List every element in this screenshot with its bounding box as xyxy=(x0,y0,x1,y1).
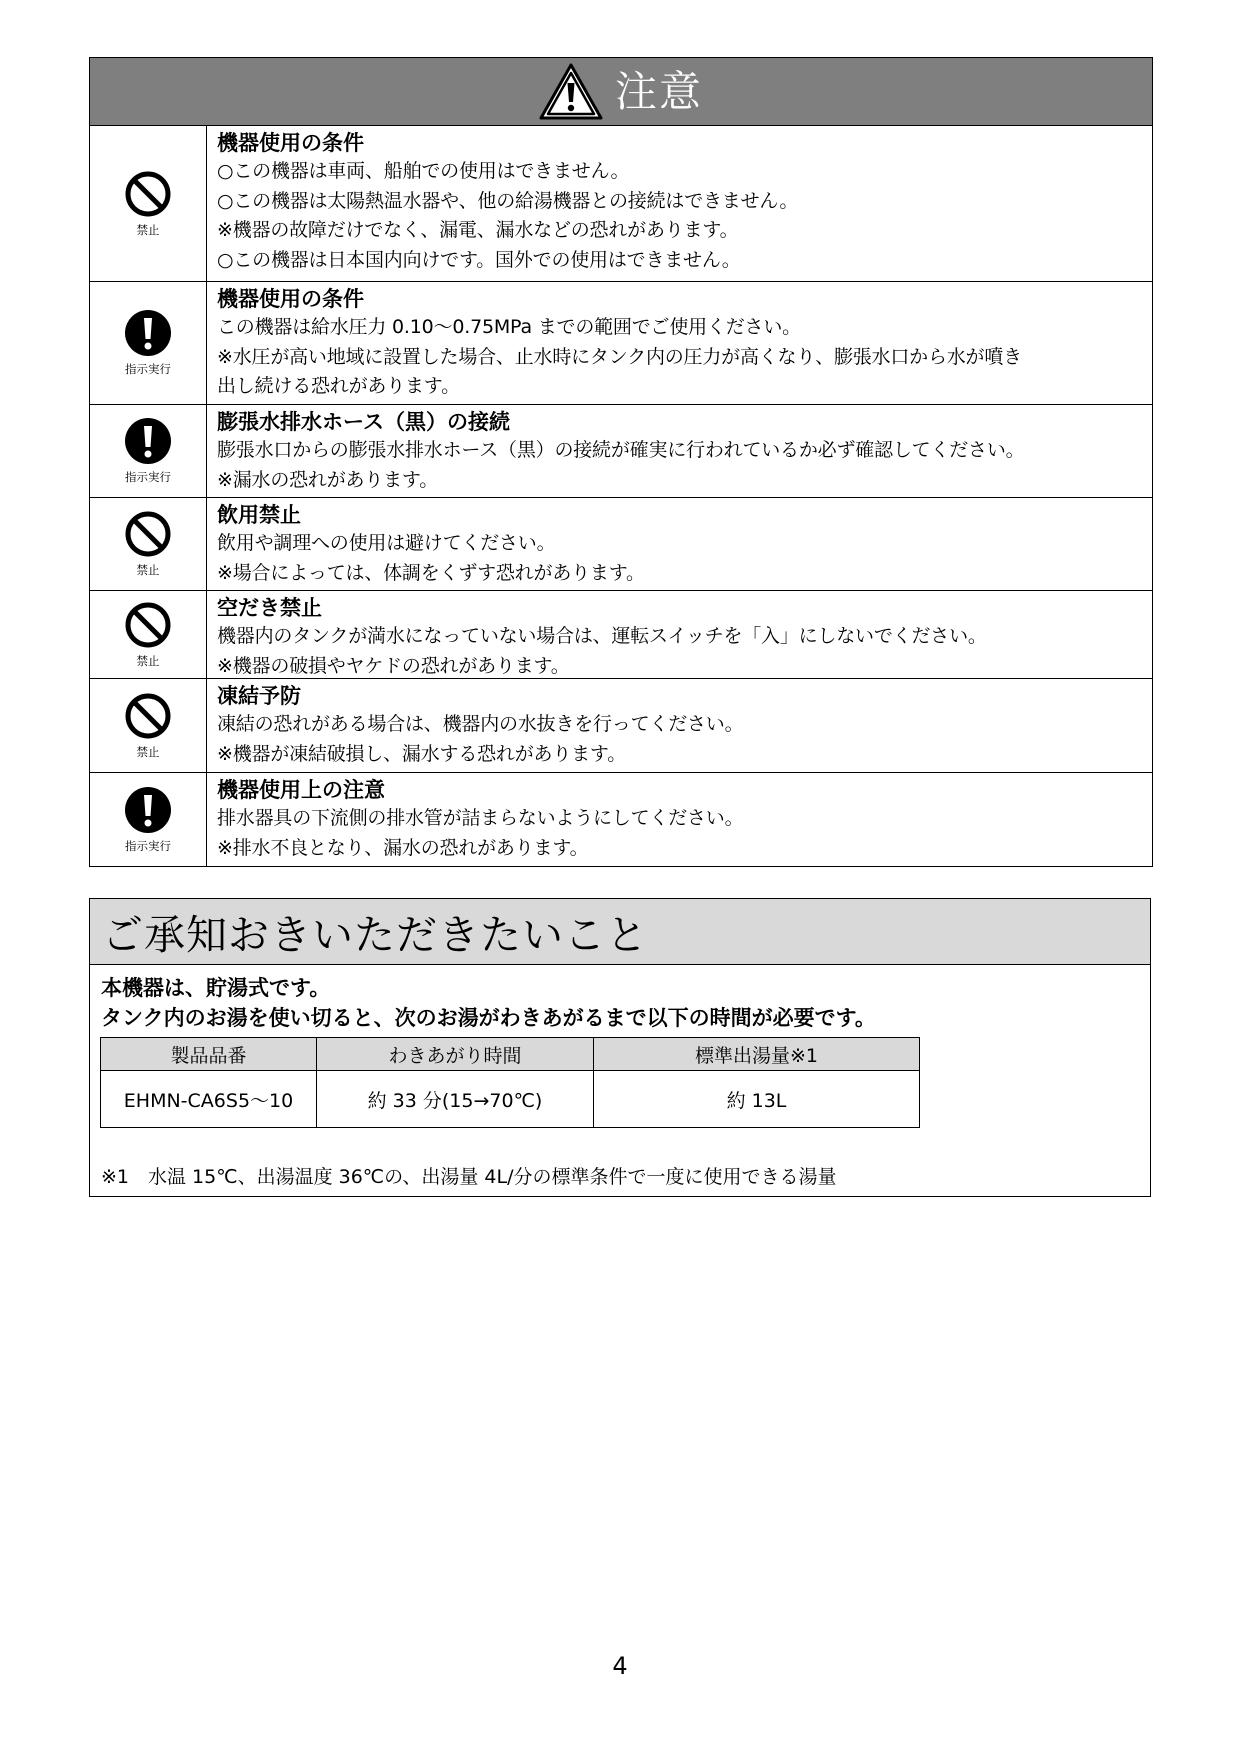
row-title: 機器使用の条件 xyxy=(217,131,364,155)
row-line: ○この機器は日本国内向けです。国外での使用はできません。 xyxy=(217,248,741,271)
row-title: 空だき禁止 xyxy=(217,596,322,620)
notice-line: 本機器は、貯湯式です。 xyxy=(101,976,331,1000)
row-line: ※機器の故障だけでなく、漏電、漏水などの恐れがあります。 xyxy=(217,219,739,241)
row-line: ※漏水の恐れがあります。 xyxy=(217,468,439,491)
row-title: 凍結予防 xyxy=(217,684,301,708)
row-line: 排水器具の下流側の排水管が詰まらないようにしてください。 xyxy=(217,807,744,829)
prohibition-icon xyxy=(124,692,172,740)
table-cell: 約 33 分(15→70℃) xyxy=(317,1071,594,1128)
caution-row xyxy=(90,405,1152,498)
caution-row xyxy=(90,591,1152,679)
prohibition-icon xyxy=(124,601,172,649)
prohibition-icon xyxy=(124,170,172,218)
spec-table xyxy=(100,1037,920,1128)
icon-label: 指示実行 xyxy=(125,470,171,484)
table-header-row xyxy=(101,1038,920,1071)
caution-row xyxy=(90,282,1152,405)
warning-triangle-icon xyxy=(539,63,603,121)
row-line: 凍結の恐れがある場合は、機器内の水抜きを行ってください。 xyxy=(217,713,744,735)
icon-label: 指示実行 xyxy=(125,362,171,376)
row-line: 出し続ける恐れがあります。 xyxy=(217,375,460,397)
row-line: ○この機器は車両、船舶での使用はできません。 xyxy=(217,160,630,182)
icon-label: 指示実行 xyxy=(125,838,171,853)
icon-label: 禁止 xyxy=(136,653,160,668)
row-line: 飲用や調理への使用は避けてください。 xyxy=(217,532,556,554)
row-title: 機器使用上の注意 xyxy=(217,778,385,802)
row-title: 飲用禁止 xyxy=(217,503,301,527)
row-line: ※機器の破損やヤケドの恐れがあります。 xyxy=(217,654,570,677)
table-row xyxy=(101,1071,920,1128)
notice-title: ご承知おきいただきたいこと xyxy=(102,911,648,959)
notice-section xyxy=(89,898,1151,1197)
notice-line: タンク内のお湯を使い切ると、次のお湯がわきあがるまで以下の時間が必要です。 xyxy=(101,1006,876,1030)
row-title: 機器使用の条件 xyxy=(217,287,364,311)
caution-row xyxy=(90,679,1152,773)
table-header-cell: 製品品番 xyxy=(101,1038,317,1071)
row-line: ※場合によっては、体調をくずす恐れがあります。 xyxy=(217,561,645,584)
notice-header xyxy=(90,899,1150,965)
caution-row xyxy=(90,498,1152,591)
icon-label: 禁止 xyxy=(136,563,160,577)
caution-row xyxy=(90,773,1152,866)
mandatory-icon xyxy=(124,786,172,834)
table-cell: 約 13L xyxy=(594,1071,920,1128)
row-title: 膨張水排水ホース（黒）の接続 xyxy=(217,410,510,434)
caution-section xyxy=(89,57,1153,867)
mandatory-icon xyxy=(124,309,172,357)
row-line: ○この機器は太陽熱温水器や、他の給湯機器との接続はできません。 xyxy=(217,189,799,212)
row-line: この機器は給水圧力 0.10～0.75MPa までの範囲でご使用ください。 xyxy=(217,316,801,338)
page-number: 4 xyxy=(612,1652,628,1680)
icon-label: 禁止 xyxy=(136,222,160,237)
caution-row xyxy=(90,126,1152,282)
table-header-cell: わきあがり時間 xyxy=(317,1038,594,1071)
icon-label: 禁止 xyxy=(136,744,160,759)
row-line: ※排水不良となり、漏水の恐れがあります。 xyxy=(217,836,589,859)
caution-title: 注意 xyxy=(614,66,703,116)
table-cell: EHMN-CA6S5～10 xyxy=(101,1071,317,1128)
mandatory-icon xyxy=(124,417,172,465)
row-line: ※機器が凍結破損し、漏水する恐れがあります。 xyxy=(217,742,627,765)
row-line: 膨張水口からの膨張水排水ホース（黒）の接続が確実に行われているか必ず確認してください。 xyxy=(217,439,1025,461)
table-header-cell: 標準出湯量※1 xyxy=(594,1038,920,1071)
footnote: ※1 水温 15℃、出湯温度 36℃の、出湯量 4L/分の標準条件で一度に使用できる湯量 xyxy=(101,1166,837,1188)
caution-header xyxy=(90,58,1152,126)
row-line: 機器内のタンクが満水になっていない場合は、運転スイッチを「入」にしないでください。 xyxy=(217,625,987,647)
prohibition-icon xyxy=(124,510,172,558)
row-line: ※水圧が高い地域に設置した場合、止水時にタンク内の圧力が高くなり、膨張水口から水が噴き xyxy=(217,345,1022,368)
